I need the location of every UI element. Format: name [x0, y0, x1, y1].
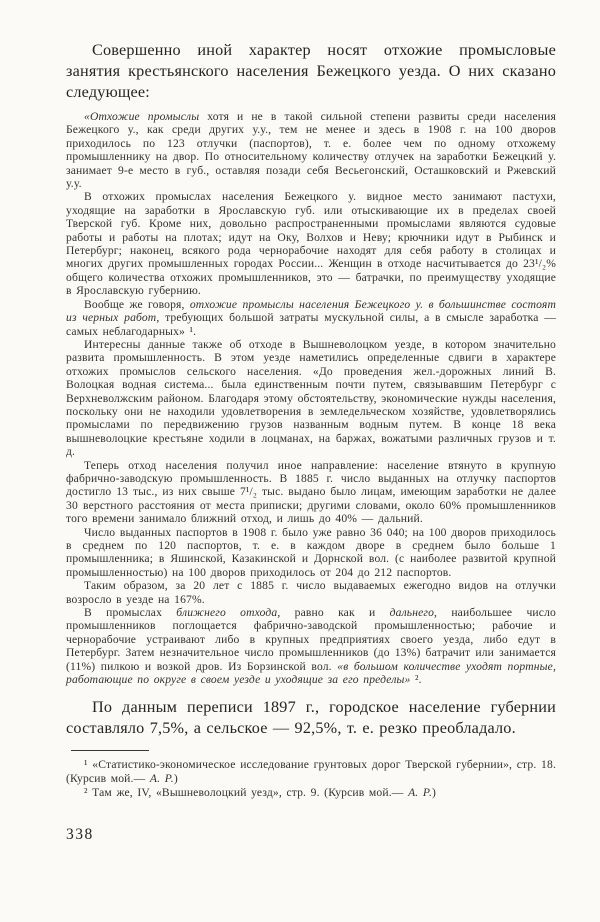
paragraph	[66, 110, 556, 190]
footnote	[66, 758, 556, 786]
body-text-column	[66, 40, 556, 739]
text-run: Теперь отход населения получил иное направление: население втянуто в крупную фабрично-заводскую промышленность. В 1885 г. число выданных на отлучку паспортов достигло 13 тыс., из них свыше 7¹/₂ тыс. выдано было лицам, имеющим заработки не далее 30 верстного расстояния от места приписки; другими словами, около 60% промышленников того времени занимало ближний отход, и лишь до 40% — дальний.	[66, 458, 556, 526]
text-run: ¹ «Статистико-экономическое исследование грунтовых дорог Тверской губернии», стр. 18. (Курсив мой.—	[66, 758, 556, 786]
paragraph	[66, 190, 556, 297]
text-run: хотя и не в такой сильной степени развиты среди населения Бежецкого у., как среди других у.у., тем не менее и здесь в 1908 г. на 100 дворов приходилось по 123 отлучки (паспортов), т. е. более чем по одному отхожему промышленнику на двор. По относительному количеству отлучек на заработки Бежецкий у. занимает 9-е место в губ., оставляя позади себя Весьегонский, Осташковский и Ржевский у.у.	[66, 110, 556, 191]
italic-text-run: ближнего отхода	[176, 606, 278, 620]
text-run: )	[432, 786, 437, 800]
paragraph	[66, 40, 556, 103]
footnote	[66, 786, 556, 800]
text-run: Вообще же говоря,	[84, 297, 190, 311]
footnote-separator-rule	[71, 750, 149, 751]
paragraph	[66, 579, 556, 606]
paragraph	[66, 338, 556, 459]
text-run: , равно как и	[277, 606, 390, 620]
text-run: ² Там же, IV, «Вышневолоцкий уезд», стр. 9. (Курсив мой.—	[84, 786, 409, 800]
text-run: , наибольшее число промышленников поглощается фабрично-заводской промышленностью; рабочие и чернорабочие устраивают либо в крупных предприятиях своего уезда, либо едут в Петербург. Затем незначительное число промышленников (до 13%) батрачит или занимается (11%) пилкою и возкой дров. Из Борзинской вол.	[66, 606, 556, 673]
paragraph	[66, 697, 556, 739]
page-number: 338	[66, 825, 94, 843]
text-run: В промыслах	[84, 606, 177, 620]
italic-text-run: дальнего	[389, 606, 435, 620]
paragraph	[66, 459, 556, 526]
paragraph	[66, 298, 556, 338]
text-run: Интересны данные также об отходе в Вышневолоцком уезде, в котором значительно развита промышленность. В этом уезде наметились определенные сдвиги в характере отхожих промыслов сельского населения. «До проведения жел.-дорожных линий В. Волоцкая водная система... была единственным почти путем, связывавшим Петербург с Верхневолжским районом. Благодаря этому обстоятельству, экономические нужды населения, поскольку они не находили удовлетворения в земледельческом хозяйстве, удовлетворялись промыслами по передвижению грузов названным водным путем. В конце 18 века вышневолоцкие крестьяне ходили в лоцманах, на баржах, вожатыми различных грузов и т. д.	[66, 337, 556, 459]
italic-text-run: «Отхожие промыслы	[84, 110, 200, 123]
text-run: Совершенно иной характер носят отхожие промысловые занятия крестьянского населения Бежецкого уезда. О них сказано следующее:	[66, 41, 556, 101]
footnotes-block	[66, 758, 556, 799]
italic-text-run: А. Р.	[149, 772, 174, 786]
italic-text-run: «в большом количестве уходят портные, работающие по округе в своем уезде и уходящие за его пределы»	[66, 659, 556, 687]
text-run: )	[173, 772, 178, 786]
text-run: По данным переписи 1897 г., городское население губернии составляло 7,5%, а сельское — 92,5%, т. е. резко преобладало.	[66, 698, 556, 738]
text-run: , требующих большой затраты мускульной силы, а в смысле заработка — самых неблагодарных» ¹.	[66, 311, 556, 338]
paragraph	[66, 606, 556, 686]
italic-text-run: А. Р.	[408, 786, 433, 800]
italic-text-run: отхожие промыслы населения Бежецкого у. в большинстве состоят из черных работ	[66, 297, 556, 325]
paragraph	[66, 526, 556, 580]
text-run: В отхожих промыслах населения Бежецкого у. видное место занимают пастухи, уходящие на заработки в Ярославскую губ. или отыскивающие их в пределах своей Тверской губ. Кроме них, довольно распространенными промыслами являются судовые работы и работы на плотах; идут на Оку, Волхов и Неву; крючники идут в Рыбинск и Петербург; наконец, всякого рода чернорабочие находят для себя работу в столицах и многих других промышленных городах России... Женщин в отходе насчитывается до 23¹/₂% общего количества отхожих промышленников, это — батрачки, по преимуществу уходящие в Ярославскую губернию.	[66, 190, 556, 298]
text-run: Таким образом, за 20 лет с 1885 г. число выдаваемых ежегодно видов на отлучки возросло в уезде на 167%.	[66, 579, 556, 606]
text-run: ².	[410, 673, 422, 687]
text-run: Число выданных паспортов в 1908 г. было уже равно 36 040; на 100 дворов приходилось в среднем по 120 паспортов, т. е. в каждом дворе в среднем было больше 1 промышленника; в Яшинской, Казакинской и Дорнской вол. (с наиболее развитой крупной промышленностью) на 100 дворов приходилось от 204 до 212 паспортов.	[66, 525, 556, 579]
